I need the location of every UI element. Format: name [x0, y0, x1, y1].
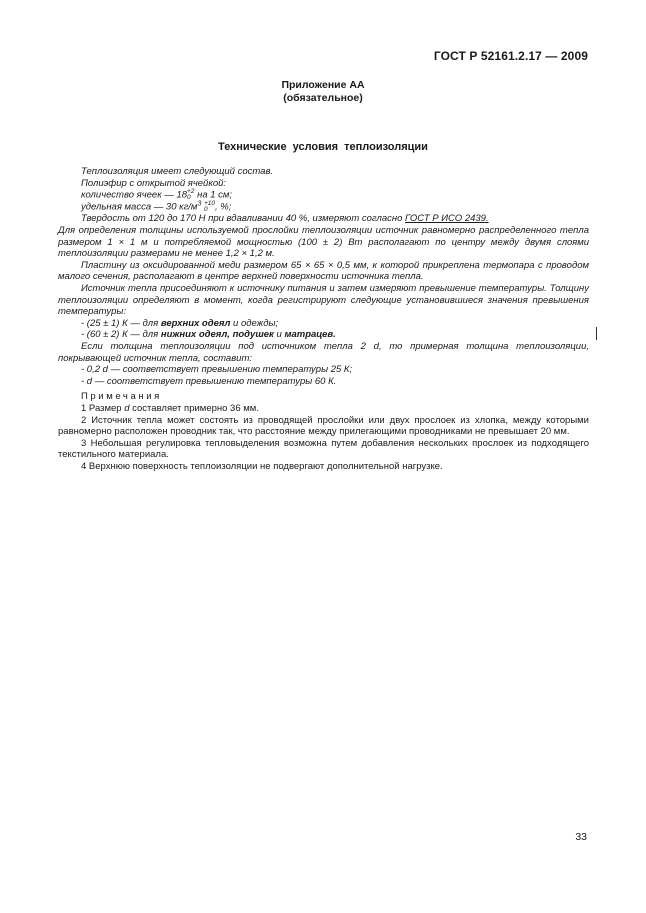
notes-heading: Примечания — [81, 391, 162, 403]
section-title: Технические условия теплоизоляции — [218, 141, 428, 153]
note-3: 3 Небольшая регулировка тепловыделения возможна путем добавления нескольких прослоек из подходящего текстильного материала. — [58, 437, 589, 461]
tolerance-upper: +2 — [187, 188, 195, 196]
paragraph-polyester: Полиэфир с открытой ячейкой: — [81, 177, 227, 189]
note-4: 4 Верхнюю поверхность теплоизоляции не подвергают дополнительной нагрузке. — [81, 460, 443, 472]
list-item-d: - d — соответствует превышению температуры 60 К. — [81, 375, 337, 387]
appendix-status: (обязательное) — [283, 92, 363, 104]
page-number: 33 — [575, 831, 587, 843]
appendix-title: Приложение АА — [281, 79, 365, 91]
note-1: 1 Размер d составляет примерно 36 мм. — [81, 402, 259, 414]
margin-change-bar — [596, 327, 597, 340]
list-item-025d: - 0,2 d — соответствует превышению температуры 25 К; — [81, 364, 353, 376]
paragraph-heat-source: Источник тепла присоединяют к источнику питания и затем измеряют превышение температуры. Толщину теплоизоляции определяют в момент, когда регистрируют следующие установившиеся значения превышения температуры: — [58, 282, 589, 318]
appendix-heading — [0, 79, 646, 105]
paragraph-thickness-method: Для определения толщины используемой прослойки теплоизоляции источник равномерно распределенного тепла размером 1 × 1 м и потребляемой мощностью (100 ± 2) Вт располагают по центру между двумя слоями теплоизоляции размерами не менее 1,2 × 1,2 м. — [58, 225, 589, 260]
density-tolerance-upper: +10 — [203, 200, 216, 208]
list-item-lower-blankets: - (60 ± 2) К — для нижних одеял, подушек и матрацев. — [81, 329, 336, 341]
standard-reference-link[interactable]: ГОСТ Р ИСО 2439. — [405, 213, 489, 225]
list-item-upper-blankets: - (25 ± 1) К — для верхних одеял и одежды; — [81, 317, 279, 329]
density-tolerance-lower: 0 — [203, 206, 208, 214]
paragraph-hardness: Твердость от 120 до 170 Н при вдавливании 40 %, измеряют согласно ГОСТ Р ИСО 2439. — [81, 213, 489, 225]
document-body — [58, 166, 589, 472]
paragraph-composition: Теплоизоляция имеет следующий состав. — [81, 166, 274, 177]
paragraph-thickness-estimate: Если толщина теплоизоляции под источником тепла 2 d, то примерная толщина теплоизоляции, покрывающей источник тепла, составит: — [58, 340, 589, 364]
paragraph-copper-plate: Пластину из оксидированной меди размером 65 × 65 × 0,5 мм, к которой прикреплена термопара с проводом малого сечения, располагают в центре верхней поверхности источника тепла. — [58, 259, 589, 283]
paragraph-density: удельная масса — 30 $кг/м^3 +10$ 0 , %; — [81, 200, 232, 214]
notes-section — [58, 391, 589, 472]
document-header-id: ГОСТ Р 52161.2.17 — 2009 — [433, 49, 588, 63]
tolerance-lower: 0 — [187, 194, 191, 202]
note-2: 2 Источник тепла может состоять из проводящей прослойки или двух прослоек из хлопка, между которыми равномерно расположен проводник так, что расстояние между прилегающими проводниками не превышает 20 мм. — [58, 414, 589, 438]
unit-exponent: 3 — [197, 200, 202, 208]
paragraph-cell-count: количество ячеек — 18+2 0 на 1 см; — [81, 188, 233, 202]
